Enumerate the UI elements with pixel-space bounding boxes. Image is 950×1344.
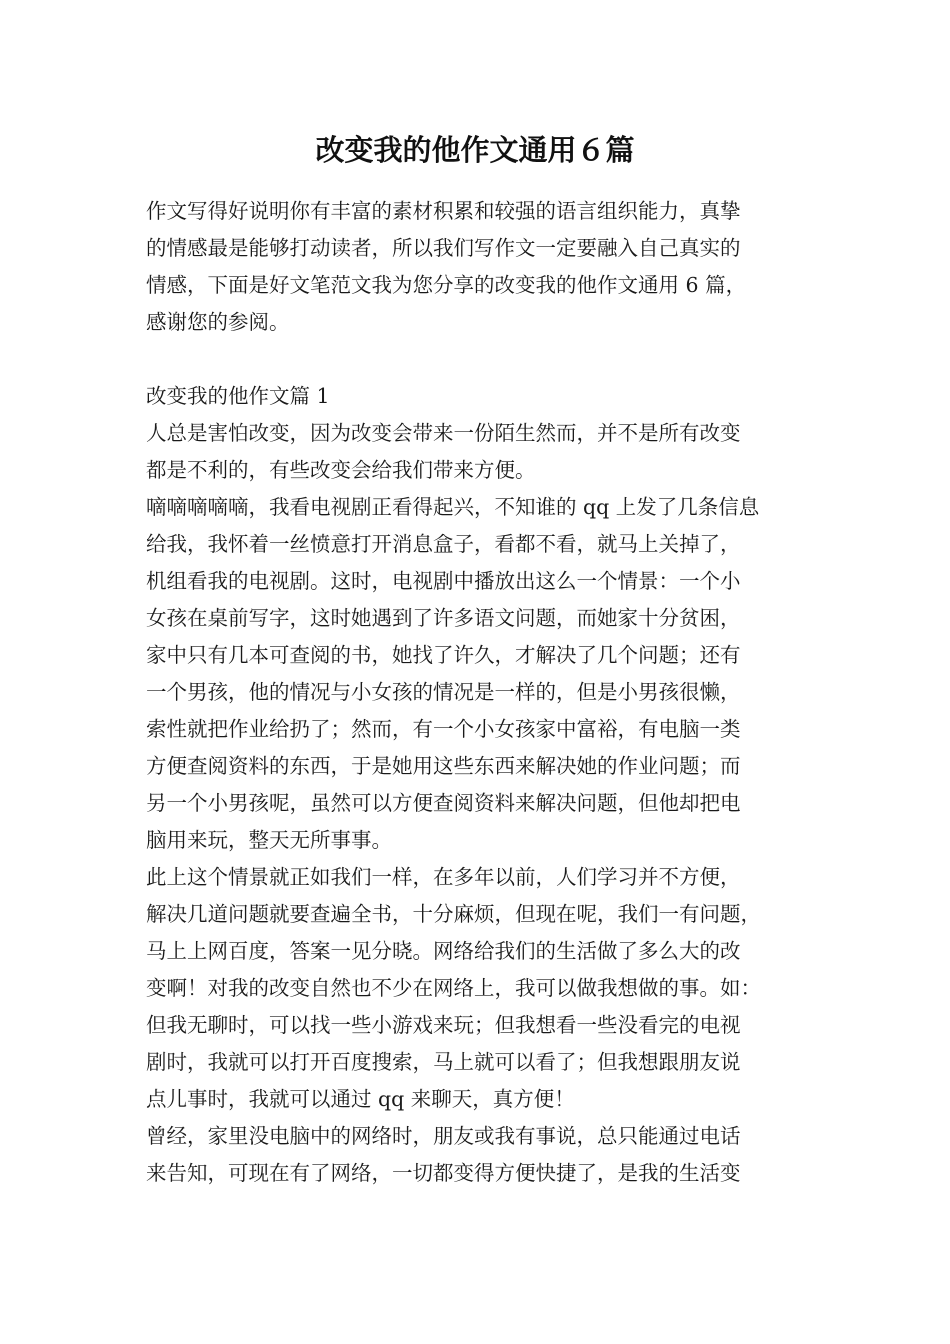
text-line: 人总是害怕改变，因为改变会带来一份陌生然而，并不是所有改变 bbox=[146, 421, 741, 445]
text-line: 马上上网百度，答案一见分晓。网络给我们的生活做了多么大的改 bbox=[146, 939, 741, 963]
text-line: 的情感最是能够打动读者，所以我们写作文一定要融入自己真实的 bbox=[146, 236, 741, 260]
text-line: 此上这个情景就正如我们一样，在多年以前，人们学习并不方便， bbox=[146, 865, 741, 889]
text-line: 情感，下面是好文笔范文我为您分享的改变我的他作文通用 6 篇， bbox=[146, 273, 747, 297]
text-line: 剧时，我就可以打开百度搜索，马上就可以看了；但我想跟朋友说 bbox=[146, 1050, 741, 1074]
text-line: 感谢您的参阅。 bbox=[146, 310, 290, 334]
document-body bbox=[146, 193, 826, 1192]
text-line: 曾经，家里没电脑中的网络时，朋友或我有事说，总只能通过电话 bbox=[146, 1124, 741, 1148]
text-line: 变啊！对我的改变自然也不少在网络上，我可以做我想做的事。如： bbox=[146, 976, 761, 1000]
text-line: 但我无聊时，可以找一些小游戏来玩；但我想看一些没看完的电视 bbox=[146, 1013, 741, 1037]
text-line: 改变我的他作文篇 1 bbox=[146, 384, 330, 408]
text-line: 解决几道问题就要查遍全书，十分麻烦，但现在呢，我们一有问题， bbox=[146, 902, 761, 926]
text-line: 索性就把作业给扔了；然而，有一个小女孩家中富裕，有电脑一类 bbox=[146, 717, 741, 741]
text-line: 给我，我怀着一丝愤意打开消息盒子，看都不看，就马上关掉了， bbox=[146, 532, 741, 556]
text-line: 来告知，可现在有了网络，一切都变得方便快捷了，是我的生活变 bbox=[146, 1161, 741, 1185]
text-line: 家中只有几本可查阅的书，她找了许久，才解决了几个问题；还有 bbox=[146, 643, 741, 667]
text-line: 一个男孩，他的情况与小女孩的情况是一样的，但是小男孩很懒， bbox=[146, 680, 741, 704]
text-line: 方便查阅资料的东西，于是她用这些东西来解决她的作业问题；而 bbox=[146, 754, 741, 778]
text-line: 机组看我的电视剧。这时，电视剧中播放出这么一个情景：一个小 bbox=[146, 569, 741, 593]
blank-line bbox=[146, 341, 826, 378]
text-line: 作文写得好说明你有丰富的素材积累和较强的语言组织能力，真挚 bbox=[146, 199, 741, 223]
text-line: 都是不利的，有些改变会给我们带来方便。 bbox=[146, 458, 536, 482]
text-line: 女孩在桌前写字，这时她遇到了许多语文问题，而她家十分贫困， bbox=[146, 606, 741, 630]
text-line: 另一个小男孩呢，虽然可以方便查阅资料来解决问题，但他却把电 bbox=[146, 791, 741, 815]
text-line: 嘀嘀嘀嘀嘀，我看电视剧正看得起兴，不知谁的 qq 上发了几条信息 bbox=[146, 495, 760, 519]
document-title: 改变我的他作文通用６篇 bbox=[315, 133, 635, 167]
text-line: 点儿事时，我就可以通过 qq 来聊天，真方便！ bbox=[146, 1087, 575, 1111]
text-line: 脑用来玩，整天无所事事。 bbox=[146, 828, 392, 852]
